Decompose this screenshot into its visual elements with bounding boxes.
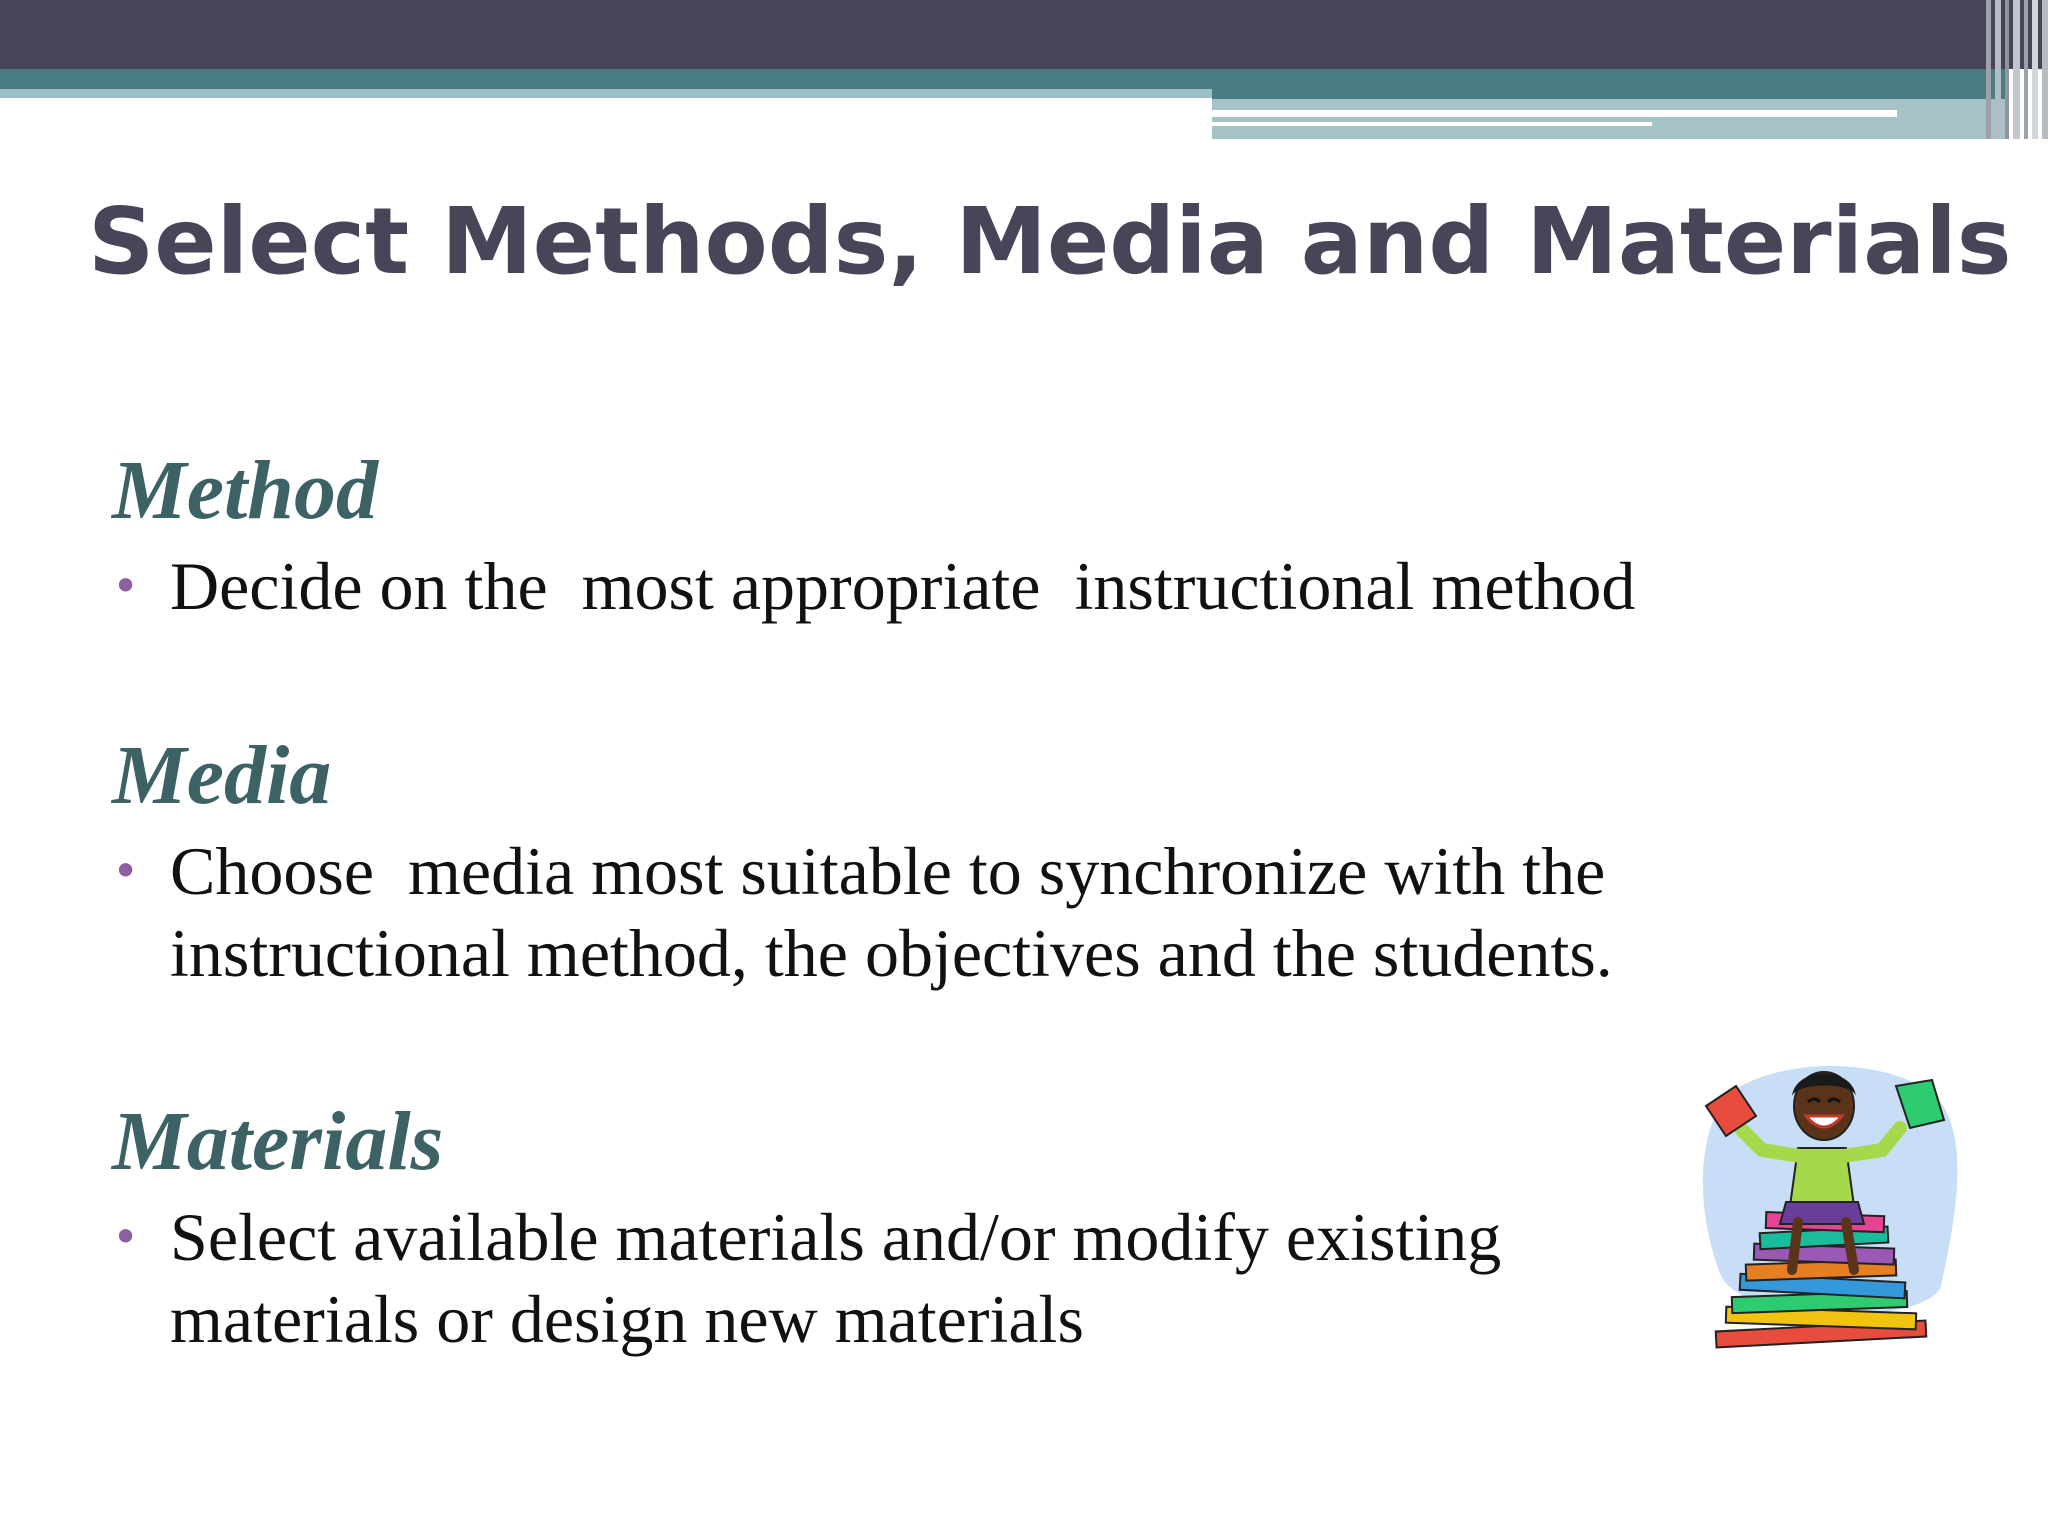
banner-light-bar — [0, 89, 1212, 98]
woman-with-books-icon — [1686, 1056, 1970, 1352]
banner-right-teal-bar — [1212, 69, 2008, 99]
banner-divider-line — [1212, 110, 1897, 117]
bullet-item-media — [112, 830, 1872, 994]
section-heading-method: Method — [112, 444, 379, 537]
section-heading-media: Media — [112, 729, 332, 822]
slide-title: Select Methods, Media and Materials — [88, 188, 2012, 295]
banner-right-light-bar — [1212, 99, 2008, 139]
bullet-text-line: Select available materials and/or modify existing — [170, 1199, 1502, 1275]
bullet-icon: • — [112, 559, 140, 613]
banner-teal-bar — [0, 69, 1212, 89]
section-heading-materials: Materials — [112, 1095, 444, 1188]
banner-dark-bar — [0, 0, 2048, 69]
banner-stripes — [1986, 0, 2048, 139]
bullet-item-materials — [112, 1196, 1672, 1360]
banner-divider-line — [1212, 122, 1652, 126]
bullet-icon: • — [112, 844, 140, 898]
bullet-item-method — [112, 545, 1872, 627]
bullet-text-line: instructional method, the objectives and the students. — [170, 915, 1613, 991]
bullet-text-line: Choose media most suitable to synchronize with the — [170, 833, 1606, 909]
bullet-text: Decide on the most appropriate instructional method — [170, 548, 1636, 624]
bullet-text-line: materials or design new materials — [170, 1281, 1084, 1357]
bullet-icon: • — [112, 1210, 140, 1264]
